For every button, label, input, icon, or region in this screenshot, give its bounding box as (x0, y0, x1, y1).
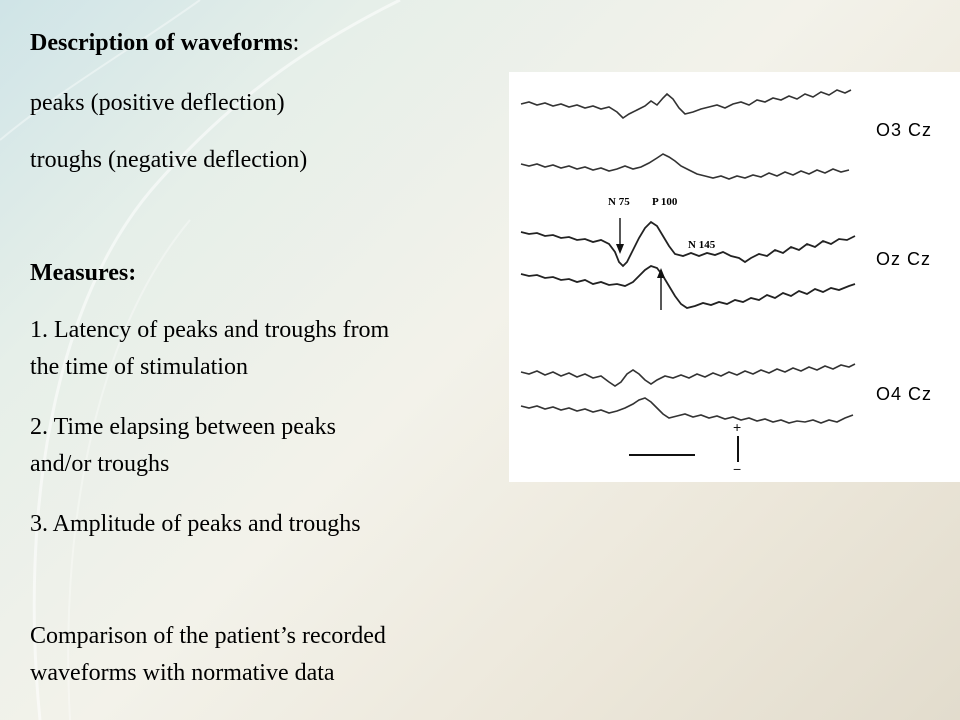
measure-item-2-line-1: 2. Time elapsing between peaks (30, 414, 336, 440)
waveform-trace-oz-2 (521, 266, 855, 308)
waveform-trace-o4-1 (521, 364, 855, 386)
measure-item-1-line-2: the time of stimulation (30, 354, 248, 380)
measures-heading: Measures: (30, 260, 137, 286)
definition-peaks: peaks (positive deflection) (30, 90, 285, 116)
heading-colon: : (292, 30, 300, 56)
section-heading (30, 28, 299, 58)
conclusion-line-2: waveforms with normative data (30, 660, 335, 686)
p100-arrow (657, 268, 665, 310)
channel-label-oz-cz: Oz Cz (876, 249, 932, 269)
peak-label-n75: N 75 (608, 196, 630, 208)
measure-item-2-line-2: and/or troughs (30, 451, 170, 477)
peak-label-p100: P 100 (652, 196, 678, 208)
waveform-trace-o4-2 (521, 398, 853, 423)
n75-arrow (616, 218, 624, 254)
measure-item-1-line-1: 1. Latency of peaks and troughs from (30, 317, 390, 343)
channel-label-o3-cz: O3 Cz (876, 120, 933, 140)
waveform-figure-svg (509, 72, 960, 482)
polarity-positive: + (733, 419, 742, 435)
measure-item-3: 3. Amplitude of peaks and troughs (30, 511, 361, 537)
vep-waveform-figure (509, 72, 960, 482)
polarity-negative: − (733, 461, 742, 477)
waveform-trace-o3-1 (521, 90, 851, 118)
definition-troughs: troughs (negative deflection) (30, 147, 308, 173)
heading-title: Description of waveforms (30, 30, 293, 56)
waveform-trace-o3-2 (521, 154, 849, 179)
channel-label-o4-cz: O4 Cz (876, 384, 933, 404)
conclusion-line-1: Comparison of the patient’s recorded (30, 623, 386, 649)
peak-label-n145: N 145 (688, 239, 716, 251)
